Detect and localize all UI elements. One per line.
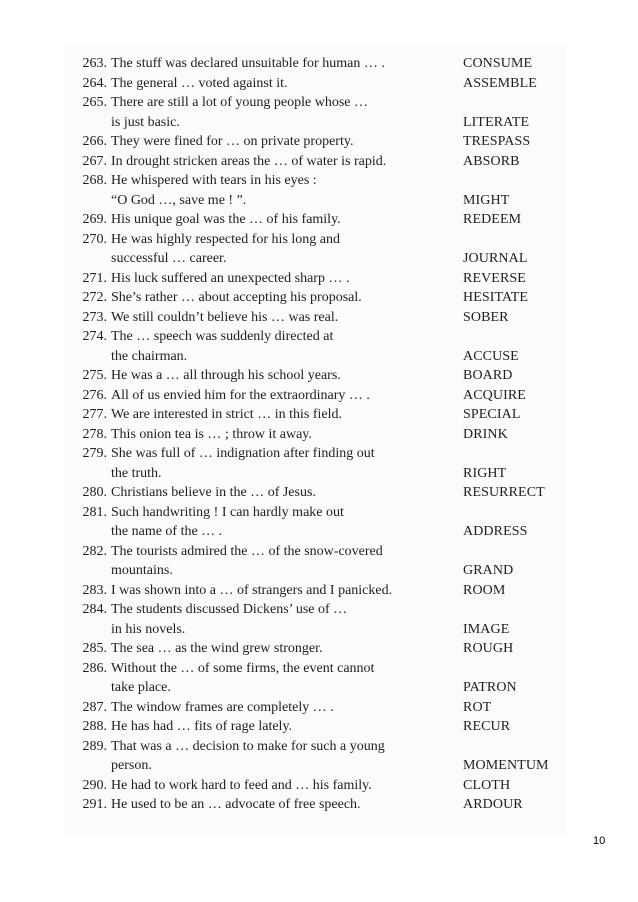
- exercise-line: [70, 288, 570, 308]
- item-sentence: We are interested in strict … in this field.: [111, 407, 342, 422]
- item-number: 263.: [82, 56, 107, 71]
- item-number: 266.: [82, 134, 107, 149]
- exercise-line: [70, 698, 570, 718]
- root-word: [463, 171, 570, 191]
- root-word: LITERATE: [463, 114, 530, 130]
- exercise-line: [70, 74, 570, 94]
- exercise-line: [70, 425, 570, 445]
- item-number: [70, 249, 111, 269]
- root-word: ROT: [463, 699, 492, 715]
- root-word: RECUR: [463, 719, 511, 734]
- item-number: [70, 756, 111, 776]
- item-number: [70, 620, 111, 640]
- root-word: PATRON: [463, 680, 517, 695]
- item-number: [70, 191, 111, 211]
- item-sentence: She’s rather … about accepting his proposal.: [111, 290, 362, 305]
- item-sentence: His luck suffered an unexpected sharp … .: [111, 270, 350, 286]
- page-number: 10: [593, 835, 606, 847]
- item-sentence: I was shown into a … of strangers and I panicked.: [111, 582, 393, 598]
- item-sentence: He had to work hard to feed and … his family.: [111, 777, 372, 793]
- item-number: 269.: [82, 212, 107, 227]
- root-word: CONSUME: [463, 56, 533, 71]
- item-sentence: “O God …, save me ! ”.: [111, 192, 247, 208]
- item-number: 271.: [82, 270, 107, 286]
- item-sentence: The window frames are completely … .: [111, 699, 334, 715]
- item-number: 264.: [82, 75, 107, 91]
- item-sentence: We still couldn’t believe his … was real.: [111, 309, 339, 325]
- exercise-line: [70, 522, 570, 542]
- root-word: [463, 444, 570, 464]
- exercise-list: [70, 54, 570, 815]
- exercise-line: [70, 639, 570, 659]
- item-number: 273.: [82, 309, 107, 325]
- item-sentence: The students discussed Dickens’ use of …: [111, 602, 348, 617]
- exercise-line: [70, 542, 570, 562]
- root-word: MOMENTUM: [463, 758, 549, 773]
- root-word: SPECIAL: [463, 407, 521, 422]
- root-word: ADDRESS: [463, 524, 528, 539]
- item-sentence: They were fined for … on private property.: [111, 134, 354, 149]
- root-word: ACQUIRE: [463, 387, 526, 403]
- root-word: ASSEMBLE: [463, 75, 537, 91]
- exercise-line: [70, 600, 570, 620]
- root-word: REVERSE: [463, 270, 526, 286]
- item-sentence: He used to be an … advocate of free speech.: [111, 797, 361, 812]
- exercise-line: [70, 366, 570, 386]
- exercise-line: [70, 795, 570, 815]
- root-word: GRAND: [463, 563, 514, 578]
- item-number: [70, 522, 111, 542]
- exercise-line: [70, 132, 570, 152]
- root-word: [463, 659, 570, 679]
- item-sentence: the truth.: [111, 465, 162, 481]
- exercise-line: [70, 93, 570, 113]
- exercise-line: [70, 405, 570, 425]
- item-sentence: He has had … fits of rage lately.: [111, 719, 293, 734]
- item-number: 286.: [82, 660, 107, 676]
- item-number: 285.: [82, 641, 107, 656]
- exercise-line: [70, 171, 570, 191]
- item-sentence: In drought stricken areas the … of water is rapid.: [111, 153, 387, 169]
- root-word: [463, 737, 570, 757]
- exercise-line: [70, 444, 570, 464]
- item-number: 275.: [82, 368, 107, 383]
- exercise-line: [70, 54, 570, 74]
- root-word: [463, 230, 570, 250]
- root-word: TRESPASS: [463, 134, 531, 149]
- item-sentence: is just basic.: [111, 114, 180, 130]
- exercise-line: [70, 756, 570, 776]
- item-sentence: the chairman.: [111, 348, 188, 364]
- exercise-line: [70, 386, 570, 406]
- root-word: ROOM: [463, 582, 506, 598]
- item-number: [70, 561, 111, 581]
- item-number: 287.: [82, 699, 107, 715]
- item-sentence: in his novels.: [111, 621, 186, 637]
- exercise-line: [70, 191, 570, 211]
- exercise-line: [70, 210, 570, 230]
- item-sentence: successful … career.: [111, 251, 227, 266]
- exercise-line: [70, 620, 570, 640]
- exercise-line: [70, 347, 570, 367]
- item-number: 270.: [82, 231, 107, 247]
- item-sentence: She was full of … indignation after finding out: [111, 446, 375, 461]
- root-word: [463, 600, 570, 620]
- item-sentence: mountains.: [111, 563, 173, 578]
- item-sentence: The sea … as the wind grew stronger.: [111, 641, 323, 656]
- item-number: 274.: [82, 329, 107, 344]
- root-word: ACCUSE: [463, 348, 519, 364]
- item-number: 278.: [82, 426, 107, 442]
- root-word: REDEEM: [463, 212, 522, 227]
- root-word: BOARD: [463, 368, 513, 383]
- item-sentence: Such handwriting ! I can hardly make out: [111, 504, 344, 520]
- item-number: [70, 678, 111, 698]
- item-number: 267.: [82, 153, 107, 169]
- root-word: [463, 542, 570, 562]
- exercise-line: [70, 249, 570, 269]
- item-sentence: Christians believe in the … of Jesus.: [111, 485, 316, 500]
- root-word: JOURNAL: [463, 251, 528, 266]
- item-number: 276.: [82, 387, 107, 403]
- item-sentence: He was highly respected for his long and: [111, 231, 340, 247]
- root-word: HESITATE: [463, 290, 529, 305]
- item-number: 290.: [82, 777, 107, 793]
- exercise-line: [70, 464, 570, 484]
- item-number: 283.: [82, 582, 107, 598]
- item-sentence: There are still a lot of young people whose …: [111, 95, 368, 110]
- item-sentence: The tourists admired the … of the snow-covered: [111, 543, 383, 559]
- exercise-line: [70, 776, 570, 796]
- exercise-line: [70, 659, 570, 679]
- item-number: 265.: [82, 95, 107, 110]
- exercise-line: [70, 503, 570, 523]
- root-word: ARDOUR: [463, 797, 523, 812]
- item-sentence: Without the … of some firms, the event cannot: [111, 660, 375, 676]
- root-word: [463, 327, 570, 347]
- item-number: 282.: [82, 543, 107, 559]
- item-sentence: All of us envied him for the extraordinary … .: [111, 387, 370, 403]
- root-word: ROUGH: [463, 641, 514, 656]
- item-sentence: This onion tea is … ; throw it away.: [111, 426, 312, 442]
- exercise-line: [70, 678, 570, 698]
- exercise-line: [70, 308, 570, 328]
- item-number: 284.: [82, 602, 107, 617]
- exercise-line: [70, 327, 570, 347]
- item-number: [70, 347, 111, 367]
- item-number: 289.: [82, 738, 107, 754]
- root-word: ABSORB: [463, 153, 520, 169]
- item-sentence: the name of the … .: [111, 524, 223, 539]
- item-sentence: He whispered with tears in his eyes :: [111, 173, 317, 188]
- item-number: [70, 113, 111, 133]
- exercise-line: [70, 717, 570, 737]
- exercise-line: [70, 230, 570, 250]
- root-word: RESURRECT: [463, 485, 545, 500]
- item-sentence: The general … voted against it.: [111, 75, 288, 91]
- item-sentence: He was a … all through his school years.: [111, 368, 341, 383]
- item-number: 272.: [82, 290, 107, 305]
- root-word: IMAGE: [463, 621, 510, 637]
- item-sentence: The … speech was suddenly directed at: [111, 329, 334, 344]
- item-sentence: That was a … decision to make for such a young: [111, 738, 385, 754]
- item-sentence: person.: [111, 758, 152, 773]
- exercise-line: [70, 737, 570, 757]
- item-sentence: The stuff was declared unsuitable for human … .: [111, 56, 385, 71]
- exercise-line: [70, 269, 570, 289]
- root-word: CLOTH: [463, 777, 511, 793]
- exercise-line: [70, 581, 570, 601]
- exercise-line: [70, 152, 570, 172]
- item-sentence: His unique goal was the … of his family.: [111, 212, 341, 227]
- root-word: RIGHT: [463, 465, 507, 481]
- item-number: 279.: [82, 446, 107, 461]
- root-word: MIGHT: [463, 192, 510, 208]
- item-number: 277.: [82, 407, 107, 422]
- item-number: 288.: [82, 719, 107, 734]
- item-sentence: take place.: [111, 680, 171, 695]
- root-word: SOBER: [463, 309, 509, 325]
- item-number: 291.: [82, 797, 107, 812]
- exercise-line: [70, 561, 570, 581]
- root-word: [463, 93, 570, 113]
- root-word: [463, 503, 570, 523]
- item-number: 280.: [82, 485, 107, 500]
- item-number: 268.: [82, 173, 107, 188]
- root-word: DRINK: [463, 426, 508, 442]
- exercise-line: [70, 113, 570, 133]
- item-number: [70, 464, 111, 484]
- exercise-line: [70, 483, 570, 503]
- item-number: 281.: [82, 504, 107, 520]
